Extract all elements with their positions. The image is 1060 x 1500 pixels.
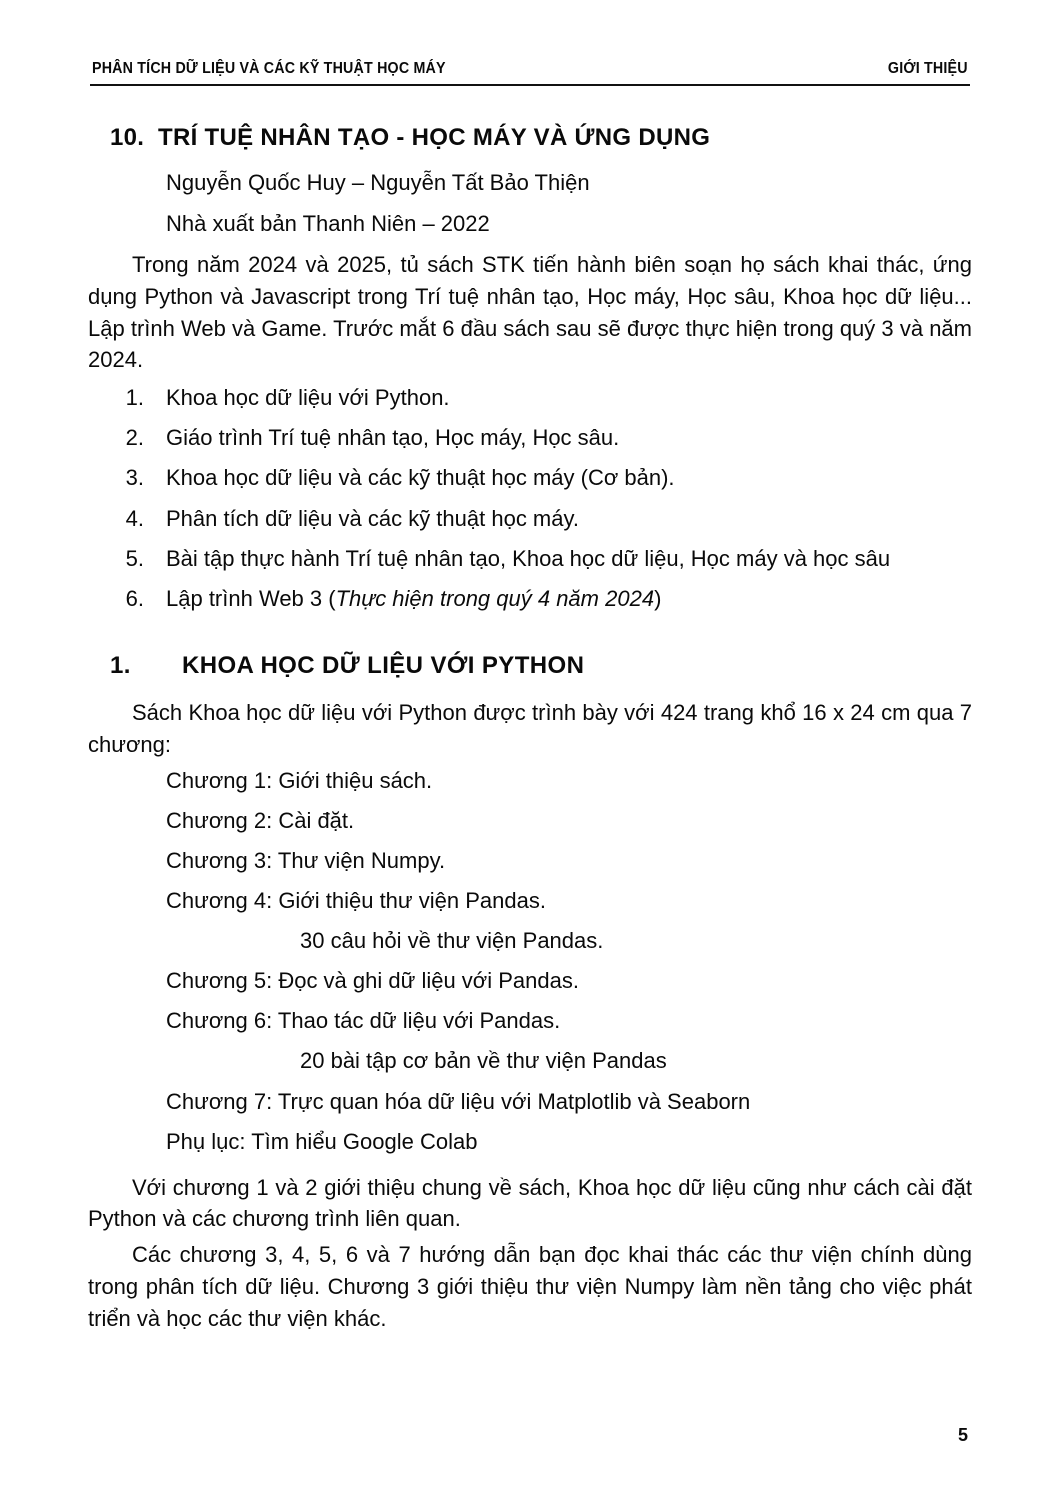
list-item-index: 1. bbox=[125, 384, 144, 410]
list-item-label: Bài tập thực hành Trí tuệ nhân tạo, Khoa học dữ liệu, Học máy và học sâu bbox=[166, 545, 891, 571]
chapter-list bbox=[88, 765, 972, 1158]
list-item bbox=[88, 382, 972, 413]
section-1-title: KHOA HỌC DỮ LIỆU VỚI PYTHON bbox=[182, 652, 585, 680]
list-item-label: Phân tích dữ liệu và các kỹ thuật học máy. bbox=[166, 505, 579, 531]
section-1-number: 1. bbox=[110, 652, 131, 680]
book-list bbox=[88, 382, 972, 614]
list-item bbox=[88, 462, 972, 493]
section-1-paragraph-2: Các chương 3, 4, 5, 6 và 7 hướng dẫn bạn đọc khai thác các thư viện chính dùng trong phân tích dữ liệu. Chương 3 giới thiệu thư viện Numpy làm nền tảng cho việc phát triển và học các thư viện khác. bbox=[88, 1242, 972, 1331]
chapter-line: Chương 7: Trực quan hóa dữ liệu với Matplotlib và Seaborn bbox=[166, 1088, 751, 1114]
list-item-label: Khoa học dữ liệu với Python. bbox=[166, 384, 450, 410]
chapter-line: Chương 5: Đọc và ghi dữ liệu với Pandas. bbox=[166, 968, 579, 994]
running-head-left: PHÂN TÍCH DỮ LIỆU VÀ CÁC KỸ THUẬT HỌC MÁY bbox=[92, 60, 446, 77]
section-1-intro-paragraph: Sách Khoa học dữ liệu với Python được trình bày với 424 trang khổ 16 x 24 cm qua 7 chương: bbox=[88, 700, 972, 758]
list-item bbox=[88, 583, 972, 614]
chapter-line: Chương 2: Cài đặt. bbox=[166, 807, 355, 833]
section-10-title: TRÍ TUỆ NHÂN TẠO - HỌC MÁY VÀ ỨNG DỤNG bbox=[158, 124, 711, 151]
list-item-index: 6. bbox=[125, 586, 144, 612]
running-head bbox=[88, 60, 972, 84]
list-item-text-head: Lập trình Web 3 ( bbox=[166, 586, 336, 612]
list-item-index: 3. bbox=[125, 465, 144, 491]
running-head-right: GIỚI THIỆU bbox=[888, 60, 968, 77]
list-item-label: Giáo trình Trí tuệ nhân tạo, Học máy, Học sâu. bbox=[166, 425, 620, 451]
list-item bbox=[88, 422, 972, 453]
list-item-text-italic: Thực hiện trong quý 4 năm 2024 bbox=[335, 586, 655, 612]
chapter-subline: 30 câu hỏi về thư viện Pandas. bbox=[300, 928, 604, 954]
list-item-index: 5. bbox=[125, 545, 144, 571]
list-item-index: 4. bbox=[125, 505, 144, 531]
chapter-subline: 20 bài tập cơ bản về thư viện Pandas bbox=[300, 1048, 667, 1074]
section-10-heading bbox=[110, 120, 972, 155]
section-1-heading bbox=[110, 648, 972, 683]
section-10-authors: Nguyễn Quốc Huy – Nguyễn Tất Bảo Thiện bbox=[166, 170, 590, 196]
list-item bbox=[88, 543, 972, 574]
chapter-line: Chương 3: Thư viện Numpy. bbox=[166, 847, 446, 873]
page-number: 5 bbox=[957, 1425, 968, 1445]
section-10-intro-paragraph: Trong năm 2024 và 2025, tủ sách STK tiến hành biên soạn họ sách khai thác, ứng dụng Python và Javascript trong Trí tuệ nhân tạo, Học máy, Học sâu, Khoa học dữ liệu... Lập trình Web và Game. Trước mắt 6 đầu sách sau sẽ được thực hiện trong quý 3 và năm 2024. bbox=[88, 252, 972, 373]
list-item-index: 2. bbox=[125, 425, 144, 451]
section-1-paragraph-1: Với chương 1 và 2 giới thiệu chung về sách, Khoa học dữ liệu cũng như cách cài đặt Python và các chương trình liên quan. bbox=[88, 1174, 972, 1232]
section-10-number: 10. bbox=[110, 124, 145, 151]
section-10-publisher: Nhà xuất bản Thanh Niên – 2022 bbox=[166, 211, 490, 237]
list-item-label: Khoa học dữ liệu và các kỹ thuật học máy (Cơ bản). bbox=[166, 465, 675, 491]
chapter-line: Chương 6: Thao tác dữ liệu với Pandas. bbox=[166, 1008, 561, 1034]
chapter-line: Chương 1: Giới thiệu sách. bbox=[166, 767, 433, 793]
header-divider bbox=[90, 84, 970, 86]
list-item-text-tail: ) bbox=[654, 586, 662, 612]
list-item-label bbox=[166, 583, 972, 614]
chapter-line: Phụ lục: Tìm hiểu Google Colab bbox=[166, 1128, 478, 1154]
list-item bbox=[88, 503, 972, 534]
chapter-line: Chương 4: Giới thiệu thư viện Pandas. bbox=[166, 888, 546, 914]
page-content bbox=[88, 120, 972, 1334]
